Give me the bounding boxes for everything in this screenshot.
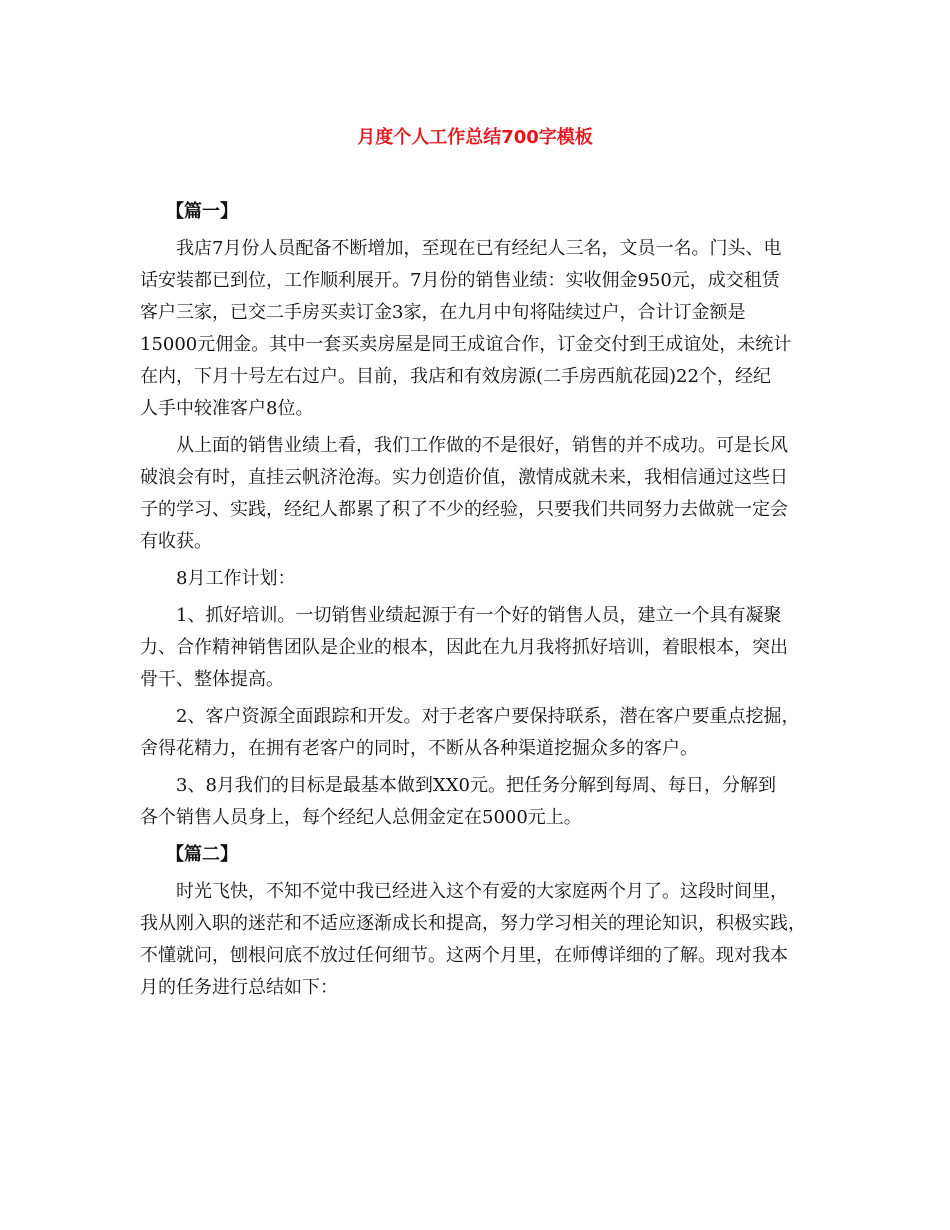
paragraph-line: 在内，下月十号左右过户。目前，我店和有效房源(二手房西航花园)22个，经纪 [140,366,771,387]
paragraph-line: 客户三家，已交二手房买卖订金3家，在九月中旬将陆续过户，合计订金额是 [140,302,746,323]
paragraph-line: 3、8月我们的目标是最基本做到XX0元。把任务分解到每周、每日，分解到 [176,775,776,796]
paragraph-line: 舍得花精力，在拥有老客户的同时，不断从各种渠道挖掘众多的客户。 [140,738,698,759]
paragraph-section2-intro [140,876,812,1004]
document-title: 月度个人工作总结700字模板 [357,127,593,148]
paragraph-line: 从上面的销售业绩上看，我们工作做的不是很好，销售的并不成功。可是长风 [176,435,788,456]
paragraph-line: 骨干、整体提高。 [140,669,284,690]
paragraph-line: 人手中较准客户8位。 [140,398,314,419]
paragraph-line: 我从刚入职的迷茫和不适应逐渐成长和提高，努力学习相关的理论知识，积极实践， [140,913,806,934]
paragraph-plan-item-1 [140,600,812,696]
paragraph-line: 力、合作精神销售团队是企业的根本，因此在九月我将抓好培训，着眼根本，突出 [140,637,788,658]
paragraph-line: 1、抓好培训。一切销售业绩起源于有一个好的销售人员，建立一个具有凝聚 [176,605,782,626]
paragraph-line: 不懂就问，刨根问底不放过任何细节。这两个月里，在师傅详细的了解。现对我本 [140,945,788,966]
section-heading-2: 【篇二】 [166,844,238,865]
paragraph-line: 各个销售人员身上，每个经纪人总佣金定在5000元上。 [140,807,582,828]
paragraph-line: 时光飞快，不知不觉中我已经进入这个有爱的大家庭两个月了。这段时间里， [176,881,788,902]
paragraph-line: 子的学习、实践，经纪人都累了积了不少的经验，只要我们共同努力去做就一定会 [140,499,788,520]
paragraph-plan-item-2 [140,701,812,765]
paragraph-plan-item-3 [140,770,812,834]
paragraph-line: 2、客户资源全面跟踪和开发。对于老客户要保持联系，潜在客户要重点挖掘， [176,706,800,727]
document-body [140,196,812,1004]
paragraph-performance-review [140,430,812,558]
paragraph-line: 话安装都已到位，工作顺利展开。7月份的销售业绩：实收佣金950元，成交租赁 [140,270,780,291]
paragraph-line: 15000元佣金。其中一套买卖房屋是同王成谊合作，订金交付到王成谊处，未统计 [140,334,792,355]
section-heading-1: 【篇一】 [166,201,238,222]
paragraph-line: 破浪会有时，直挂云帆济沧海。实力创造价值，激情成就未来，我相信通过这些日 [140,467,788,488]
paragraph-line: 8月工作计划： [176,568,296,589]
paragraph-plan-heading [140,563,812,595]
paragraph-line: 有收获。 [140,531,212,552]
paragraph-line: 月的任务进行总结如下： [140,977,338,998]
paragraph-line: 我店7月份人员配备不断增加，至现在已有经纪人三名，文员一名。门头、电 [176,238,782,259]
paragraph-store-status [140,233,812,425]
